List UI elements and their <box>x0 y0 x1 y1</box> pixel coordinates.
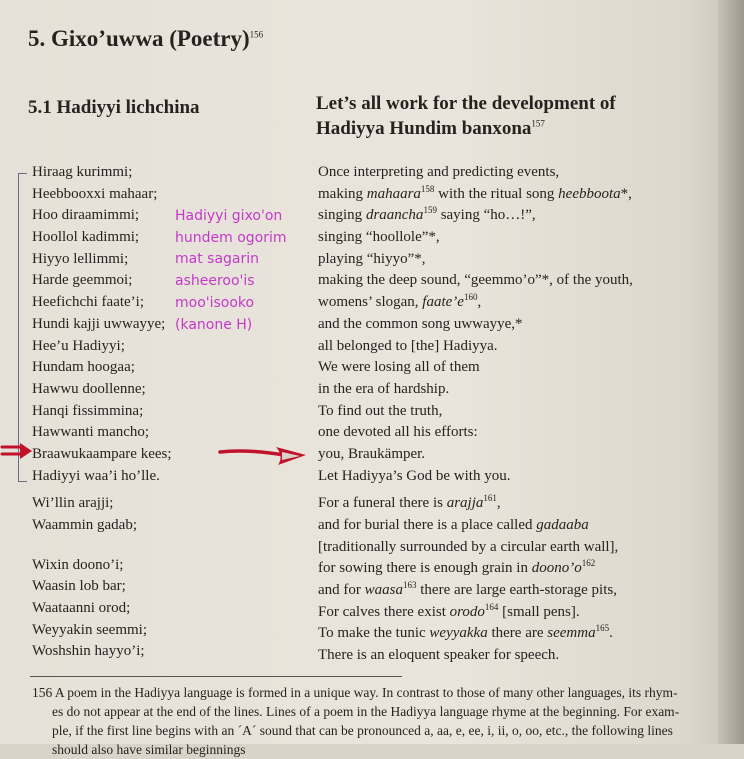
translation-line: one devoted all his efforts: <box>318 424 478 441</box>
chapter-title: 5. Gixo’uwwa (Poetry)$^{156}$ <box>28 26 264 51</box>
annotation-line: moo'isooko <box>175 294 255 311</box>
poem-line: Waataanni orod; <box>32 600 131 617</box>
poem-line: Woshshin hayyo’i; <box>32 643 145 660</box>
translation-line: you, Braukämper. <box>318 445 426 462</box>
translation-line: Let Hadiyya’s God be with you. <box>318 467 511 484</box>
translation-line: [traditionally surrounded by a circular earth wall], <box>318 538 619 555</box>
poem-line: Harde geemmoi; <box>32 272 133 289</box>
footnote-line: should also have similar beginnings <box>52 742 246 757</box>
footnote-ref: 159 <box>423 205 437 216</box>
poem-line: Waasin lob bar; <box>32 578 126 595</box>
footnote-divider <box>30 676 402 677</box>
section-title-right: Let’s all work for the development of Hadiyya Hundim banxona$^{157}$ <box>316 93 616 139</box>
book-spine-shadow <box>718 0 744 744</box>
poem-line: Hawwanti mancho; <box>32 424 150 441</box>
poem-line: Waammin gadab; <box>32 517 138 533</box>
translation-line: and the common song uwwayye,* <box>318 315 523 332</box>
footnote-line: ple, if the first line begins with an ´A´ sound that can be pronounced a, aa, e, ee, i, ii, o, oo, etc., the following lines <box>52 723 673 738</box>
poem-line: Wi’llin arajji; <box>32 495 114 512</box>
red-arrow-icon <box>0 440 36 462</box>
poem-line: Hoo diraamimmi; <box>32 207 140 224</box>
translation-line: We were losing all of them <box>318 359 480 376</box>
footnote-156 <box>32 683 702 759</box>
red-arrow-icon <box>218 445 314 469</box>
translation-line: womens’ slogan, faate’e$^{160}$, <box>318 292 482 311</box>
footnote-ref: 163 <box>403 580 417 591</box>
footnote-ref: 156 <box>249 29 264 40</box>
footnote-ref: 161 <box>483 493 497 504</box>
translation-line: in the era of hardship. <box>318 380 450 397</box>
footnote-ref: 160 <box>463 292 478 303</box>
poem-line: Hanqi fissimmina; <box>32 402 144 419</box>
poem-translation <box>318 162 713 667</box>
translation-line: singing draancha$^{159}$ saying “ho…!”, <box>318 205 536 224</box>
footnote-ref: 164 <box>484 601 499 612</box>
translation-line: singing “hoollole”*, <box>318 229 440 246</box>
translation-line: all belonged to [the] Hadiyya. <box>318 337 498 354</box>
translation-line: making the deep sound, “geemmo’o”*, of the youth, <box>318 272 633 289</box>
translation-line: for sowing there is enough grain in doono’o$^{162}$ <box>318 558 596 577</box>
translation-line: For a funeral there is arajja$^{161}$, <box>318 493 501 512</box>
translation-line: playing “hiyyo”*, <box>318 250 426 267</box>
footnote-ref: 162 <box>581 558 596 569</box>
footnote-line: 156 A poem in the Hadiyya language is formed in a unique way. In contrast to those of many other languages, its rhym- <box>32 685 678 700</box>
translation-line: There is an eloquent speaker for speech. <box>318 647 560 664</box>
poem-line: Weyyakin seemmi; <box>32 621 148 638</box>
annotation-line: mat sagarin <box>175 251 260 268</box>
translation-line: Once interpreting and predicting events, <box>318 164 560 180</box>
poem-line: Hundam hoogaa; <box>32 359 135 376</box>
translation-line: and for waasa$^{163}$ there are large earth-storage pits, <box>318 580 617 599</box>
translation-line: and for burial there is a place called gadaaba <box>318 517 589 533</box>
poem-line: Heefichchi faate’i; <box>32 294 145 311</box>
footnote-ref: 157 <box>531 118 545 129</box>
poem-line: Hiraag kurimmi; <box>32 164 133 180</box>
annotation-line: asheeroo'is <box>175 273 255 290</box>
footnote-ref: 158 <box>420 183 435 194</box>
footnote-line: es do not appear at the end of the lines. Lines of a poem in the Hadiyya language rhyme at the beginning. For exam- <box>52 704 680 719</box>
translation-line: making mahaara$^{158}$ with the ritual song heebboota*, <box>318 183 632 202</box>
poem-line: Wixin doono’i; <box>32 556 124 573</box>
annotation-line: (kanone H) <box>175 316 253 333</box>
translation-line: For calves there exist orodo$^{164}$ [small pens]. <box>318 601 580 620</box>
section-title-left: 5.1 Hadiyyi lichchina <box>28 97 200 118</box>
pen-bracket-mark <box>18 173 27 482</box>
poem-line: Hundi kajji uwwayye; <box>32 315 166 332</box>
poem-line: Hee’u Hadiyyi; <box>32 337 125 354</box>
poem-line: Braawukaampare kees; <box>32 445 172 462</box>
translation-line: To make the tunic weyyakka there are seemma$^{165}$. <box>318 623 613 642</box>
poem-line: Hawwu doollenne; <box>32 380 146 397</box>
poem-hadiyya <box>32 162 172 663</box>
handwritten-annotation <box>175 206 287 336</box>
annotation-line: hundem ogorim <box>175 229 287 246</box>
translation-line: To find out the truth, <box>318 402 443 419</box>
poem-line: Hadiyyi waa’i ho’lle. <box>32 467 160 484</box>
poem-line: Heebbooxxi mahaar; <box>32 185 158 202</box>
annotation-line: Hadiyyi gixo'on <box>175 208 283 224</box>
footnote-ref: 165 <box>595 623 610 634</box>
poem-line: Hiyyo lellimmi; <box>32 250 129 267</box>
poem-line: Hoollol kadimmi; <box>32 229 140 246</box>
